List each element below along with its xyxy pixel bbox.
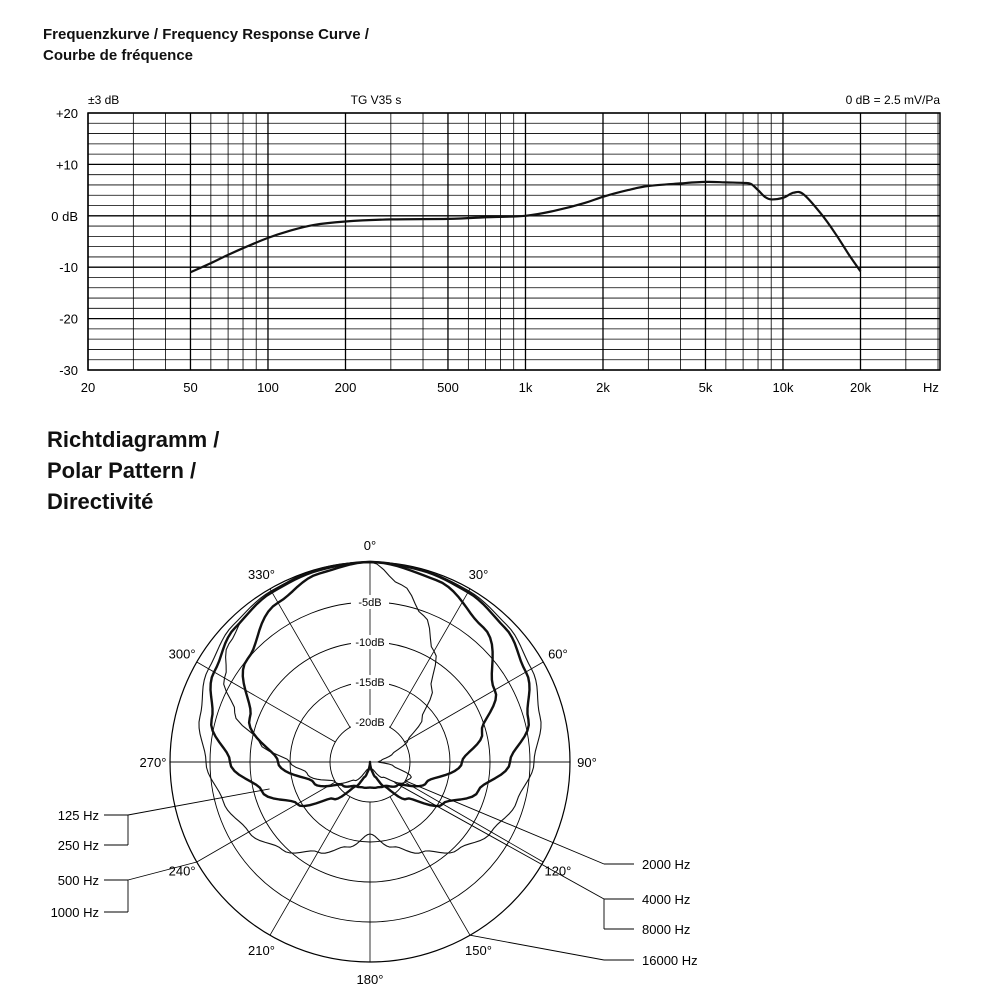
x-tick-label: 20k — [850, 380, 871, 395]
legend-label: 250 Hz — [57, 838, 99, 853]
y-tick-label: 0 dB — [51, 208, 78, 224]
y-tick-label: -20 — [59, 311, 78, 327]
polar-spoke — [405, 782, 544, 862]
y-tick-label: +10 — [55, 157, 78, 173]
x-tick-label: 1k — [518, 380, 533, 395]
legend-leader — [128, 789, 270, 815]
polar-spoke — [270, 589, 350, 728]
y-tick-label: -10 — [59, 260, 78, 276]
x-unit-label: Hz — [923, 380, 939, 395]
polar-angle-label: 330° — [248, 567, 275, 583]
model-label: TG V35 s — [350, 93, 402, 107]
x-tick-label: 20 — [80, 380, 96, 395]
ring-label: -10dB — [355, 637, 385, 649]
legend-label: 8000 Hz — [642, 922, 691, 937]
polar-spoke — [405, 662, 544, 742]
polar-angle-label: 120° — [544, 863, 572, 879]
polar-angle-label: 180° — [356, 972, 384, 987]
polar-angle-label: 30° — [468, 567, 489, 583]
x-tick-label: 50 — [183, 380, 198, 395]
polar-legend — [51, 781, 698, 968]
polar-angle-label: 210° — [248, 942, 275, 958]
x-tick-label: 5k — [698, 380, 713, 395]
y-tick-label: +20 — [55, 106, 78, 121]
ring-label: -20dB — [355, 717, 385, 729]
polar-angle-label: 300° — [168, 646, 196, 662]
frequency-response-title-line-1: Frequenzkurve / Frequency Response Curve / — [43, 26, 369, 43]
polar-spoke — [270, 797, 350, 936]
polar-spoke — [390, 589, 470, 728]
polar-spoke — [197, 662, 336, 742]
x-tick-label: 200 — [334, 380, 357, 395]
legend-label: 16000 Hz — [642, 953, 698, 968]
polar-angle-label: 270° — [139, 755, 167, 770]
x-tick-label: 500 — [437, 380, 459, 395]
x-tick-label: 2k — [596, 380, 610, 395]
y-tick-label: -30 — [59, 363, 78, 378]
polar-pattern-title-line-3: Directivité — [47, 489, 154, 514]
legend-label: 4000 Hz — [642, 892, 691, 907]
polar-angle-label: 60° — [548, 646, 568, 662]
polar-angle-label: 90° — [577, 755, 597, 770]
legend-label: 125 Hz — [57, 808, 99, 823]
legend-leader — [395, 783, 604, 899]
frequency-response-title-line-2: Courbe de fréquence — [43, 47, 194, 64]
polar-series-line — [224, 562, 437, 784]
polar-spoke — [197, 782, 336, 862]
legend-label: 1000 Hz — [50, 905, 99, 920]
polar-pattern-title-line-2: Polar Pattern / — [47, 458, 197, 483]
polar-angle-label: 150° — [465, 942, 492, 958]
legend-label: 2000 Hz — [642, 857, 691, 872]
polar-pattern-title-line-1: Richtdiagramm / — [47, 427, 220, 452]
polar-angle-label: 240° — [168, 863, 196, 879]
x-tick-label: 10k — [772, 380, 794, 395]
sensitivity-label: 0 dB = 2.5 mV/Pa — [845, 93, 940, 107]
tolerance-label: ±3 dB — [88, 93, 120, 107]
polar-angle-label: 0° — [363, 538, 377, 553]
legend-label: 500 Hz — [57, 873, 99, 888]
ring-label: -5dB — [358, 597, 382, 609]
x-tick-label: 100 — [257, 380, 279, 395]
ring-label: -15dB — [355, 677, 385, 689]
